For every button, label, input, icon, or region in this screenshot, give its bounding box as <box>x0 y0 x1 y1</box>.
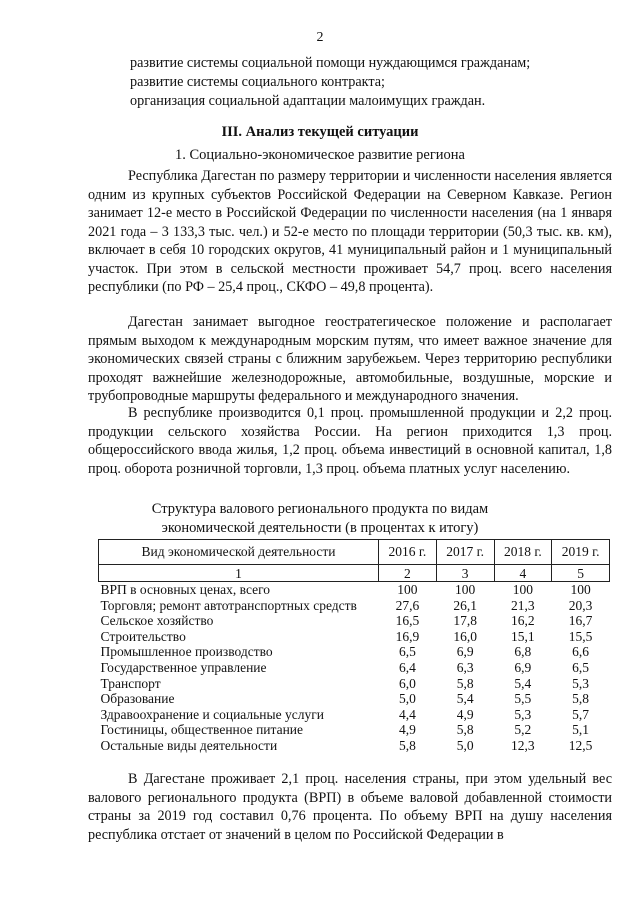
value-cell: 12,5 <box>568 737 593 753</box>
value-cell: 5,3 <box>514 706 532 722</box>
table-row <box>99 660 610 676</box>
value-cell: 100 <box>570 582 591 597</box>
value-cell: 5,8 <box>398 737 416 753</box>
value-cell: 15,5 <box>568 628 593 644</box>
activity-name-cell: Торговля; ремонт автотранспортных средств <box>100 597 357 613</box>
column-header: Вид экономической деятельности <box>99 540 379 565</box>
intro-list <box>130 54 610 111</box>
value-cell: 5,7 <box>572 706 590 722</box>
paragraph: В республике производится 0,1 проц. промышленной продукции и 2,2 проц. продукции сельского хозяйства России. На регион приходится 1,3 проц. общероссийского ввода жилья, 1,2 проц. объема инвестиций в основной капитал, 1,8 проц. оборота розничной торговли, 1,3 проц. объема платных услуг населению. <box>88 405 612 477</box>
paragraph: Республика Дагестан по размеру территории и численности населения является одним из крупных субъектов Российской Федерации на Северном Кавказе. Регион занимает 12-е место в Российской Федерации по численности населения (на 1 января 2021 года – 3 133,3 тыс. чел.) и 52-е место по площади территории (50,3 тыс. кв. км), включает в себя 10 городских округов, 41 муниципальный район и 1 муниципальный участок. При этом в сельской местности проживает 54,7 проц. всего населения республики (по РФ – 25,4 проц., СКФО – 49,8 процента). <box>88 168 612 295</box>
paragraph: Дагестан занимает выгодное геостратегическое положение и располагает прямым выходом к международным морским путям, что имеет важное значение для экономических связей страны с ближним зарубежьем. Через территорию республики проходят важнейшие железнодорожные, автомобильные, воздушные, морские и трубопроводные маршруты федерального и международного значения. <box>88 314 612 404</box>
value-cell: 16,9 <box>395 628 420 644</box>
table-row <box>99 722 610 738</box>
table-row <box>99 629 610 645</box>
value-cell: 5,2 <box>514 722 532 738</box>
section-title: III. Анализ текущей ситуации <box>221 124 419 140</box>
value-cell: 4,4 <box>398 706 416 722</box>
value-cell: 6,4 <box>398 659 416 675</box>
value-cell: 5,3 <box>572 675 590 691</box>
table-row <box>99 613 610 629</box>
value-cell: 5,1 <box>572 722 590 738</box>
activity-name-cell: Промышленное производство <box>100 644 273 660</box>
value-cell: 100 <box>455 582 476 597</box>
value-cell: 5,4 <box>456 691 474 707</box>
value-cell: 16,5 <box>395 613 420 629</box>
activity-name-cell: ВРП в основных ценах, всего <box>100 582 271 597</box>
activity-name-cell: Остальные виды деятельности <box>100 737 278 753</box>
table-caption-line: экономической деятельности (в процентах к итогу) <box>161 520 479 536</box>
column-header: 2017 г. <box>436 540 494 565</box>
column-number: 4 <box>494 565 552 582</box>
value-cell: 5,5 <box>514 691 532 707</box>
column-number: 3 <box>436 565 494 582</box>
value-cell: 16,7 <box>568 613 593 629</box>
value-cell: 6,9 <box>456 644 474 660</box>
table-body <box>99 582 610 754</box>
activity-name-cell: Образование <box>100 691 175 707</box>
value-cell: 100 <box>397 582 418 597</box>
value-cell: 16,0 <box>453 628 477 644</box>
table-caption <box>0 500 640 538</box>
page-number: 2 <box>316 30 324 45</box>
paragraph: В Дагестане проживает 2,1 проц. населения страны, при этом удельный вес валового регионального продукта (ВРП) в объеме валовой добавленной стоимости страны за 2019 год составил 0,76 процента. По объему ВРП на душу населения республика отстает от значений в целом по Российской Федерации в <box>88 771 612 843</box>
table-row <box>99 707 610 723</box>
activity-name-cell: Здравоохранение и социальные услуги <box>100 706 324 722</box>
table-row <box>99 676 610 692</box>
activity-name-cell: Транспорт <box>100 675 161 691</box>
column-number: 1 <box>99 565 379 582</box>
value-cell: 26,1 <box>453 597 477 613</box>
value-cell: 100 <box>512 582 533 597</box>
intro-line: развитие системы социальной помощи нуждающимся гражданам; <box>130 55 531 71</box>
column-number-row <box>99 565 610 582</box>
value-cell: 6,0 <box>398 675 416 691</box>
value-cell: 6,8 <box>514 644 532 660</box>
table-caption-line: Структура валового регионального продукта по видам <box>151 501 489 517</box>
table-row <box>99 691 610 707</box>
column-header: 2016 г. <box>379 540 437 565</box>
column-header: 2019 г. <box>552 540 610 565</box>
activity-name-cell: Гостиницы, общественное питание <box>100 722 304 738</box>
value-cell: 17,8 <box>453 613 477 629</box>
value-cell: 5,8 <box>456 722 474 738</box>
gvp-structure-table <box>98 539 610 754</box>
activity-name-cell: Государственное управление <box>100 659 267 675</box>
intro-line: организация социальной адаптации малоимущих граждан. <box>130 93 486 109</box>
table-row <box>99 644 610 660</box>
value-cell: 12,3 <box>511 737 535 753</box>
value-cell: 15,1 <box>511 628 535 644</box>
value-cell: 20,3 <box>568 597 593 613</box>
value-cell: 6,3 <box>456 659 474 675</box>
activity-name-cell: Сельское хозяйство <box>100 613 214 629</box>
value-cell: 27,6 <box>395 597 420 613</box>
value-cell: 16,2 <box>511 613 535 629</box>
value-cell: 6,9 <box>514 659 532 675</box>
value-cell: 6,6 <box>572 644 590 660</box>
value-cell: 5,8 <box>456 675 474 691</box>
value-cell: 5,0 <box>456 737 474 753</box>
table-header-row <box>99 540 610 565</box>
intro-line: развитие системы социального контракта; <box>130 74 385 90</box>
table-row <box>99 738 610 754</box>
column-number: 2 <box>379 565 437 582</box>
column-header: 2018 г. <box>494 540 552 565</box>
value-cell: 4,9 <box>456 706 474 722</box>
value-cell: 5,4 <box>514 675 532 691</box>
value-cell: 5,0 <box>398 691 416 707</box>
subsection-title: 1. Социально-экономическое развитие региона <box>175 147 465 163</box>
activity-name-cell: Строительство <box>100 628 186 644</box>
table-row <box>99 598 610 614</box>
value-cell: 4,9 <box>398 722 416 738</box>
column-number: 5 <box>552 565 610 582</box>
table-row <box>99 582 610 598</box>
value-cell: 6,5 <box>572 659 590 675</box>
value-cell: 5,8 <box>572 691 590 707</box>
value-cell: 6,5 <box>398 644 416 660</box>
value-cell: 21,3 <box>511 597 535 613</box>
